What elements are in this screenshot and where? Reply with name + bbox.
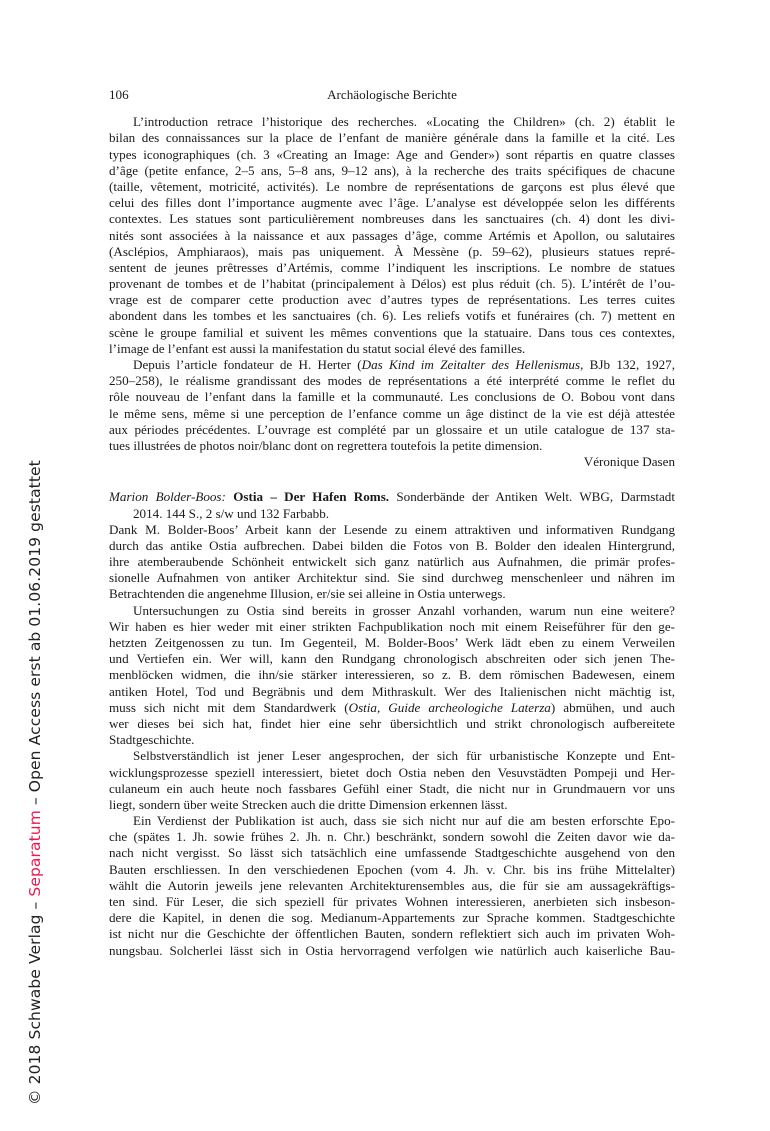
text-line: (Asclépios, Amphiaraos), mais pas uniquement. À Messène (p. 59–62), plusieurs statues repré- <box>109 243 675 259</box>
text-line: nungsbau. Solcherlei lässt sich in Ostia hervorragend verfolgen wie natürlich auch kaiserliche Bau- <box>109 942 675 958</box>
text-line: Wir haben es hier weder mit einer strikten Fachpublikation noch mit einem Reiseführer für den ge- <box>109 618 675 634</box>
review-1 <box>109 114 675 454</box>
notice-text: © 2018 Schwabe Verlag – <box>26 896 44 1105</box>
text-line: le même sens, même si une perception de l’enfance comme un âge distinct de la vie est déjà attestée <box>109 405 675 421</box>
citation-details-line: 2014. 144 S., 2 s/w und 132 Farbabb. <box>133 505 330 521</box>
paragraph <box>109 522 675 603</box>
text-line: contextes. Les statues sont particulièrement nombreuses dans les sanctuaires (ch. 4) dont les divi- <box>109 211 675 227</box>
text-line: ihre atemberaubende Schönheit entwickelt sich ganz natürlich aus Aufnahmen, die primär profes- <box>109 554 675 570</box>
text-line: sionelle Aufnahmen von antiker Architektur sind. Sie sind durchweg menschenleer und nähren im <box>109 570 675 586</box>
text-line <box>109 700 675 716</box>
text-line: rôle nouveau de l’enfant dans la famille et la communauté. Les conclusions de O. Bobou vont dans <box>109 389 675 405</box>
text-line: che (spätes 1. Jh. sowie frühes 2. Jh. n. Chr.) beschränkt, sondern sowohl die Zeiten davor wie da- <box>109 829 675 845</box>
text-line: Untersuchungen zu Ostia sind bereits in grosser Anzahl vorhanden, warum nun eine weitere? <box>133 602 675 618</box>
text-line: 250–258), le réalisme grandissant des modes de représentations a été interprété comme le reflet du <box>109 373 675 389</box>
review-signature: Véronique Dasen <box>583 454 675 470</box>
paragraph <box>109 603 675 749</box>
paragraph <box>109 357 675 454</box>
notice-highlight: Separatum <box>26 810 44 897</box>
text-line: durch das antike Ostia aufbrechen. Dabei bilden die Fotos von B. Bolder den idealen Hintergrund, <box>109 537 675 553</box>
text-line: scène le groupe familial et suivent les mêmes conventions que la statuaire. Dans tous ces contextes, <box>109 324 675 340</box>
text-line: ten sind. Für Leser, die sich speziell für privates Wohnen interessieren, anerbieten sich insbeson- <box>109 894 675 909</box>
text-line: wählt die Autorin jeweils jene relevanten Architekturensembles aus, die für sie am aussagekräftigs- <box>109 877 675 893</box>
text-line: vrage est de comparer cette production avec d’autres types de représentations. Les terres cuites <box>109 292 675 308</box>
text-line: Ein Verdienst der Publikation ist auch, dass sie sich nicht nur auf die am besten erforschte Epo- <box>133 813 675 829</box>
italic-title: Das Kind im Zeitalter des Hellenismus <box>361 357 581 372</box>
running-header <box>109 87 675 103</box>
citation-author: Marion Bolder-Boos: <box>109 489 226 505</box>
text-line: Bauten erschliessen. In den verschiedenen Epochen (vom 4. Jh. v. Chr. bis ins frühe Mittelalter) <box>109 861 675 877</box>
text-line: L’introduction retrace l’historique des recherches. «Locating the Children» (ch. 2) établit le <box>133 114 675 130</box>
text-line: types iconographiques (ch. 3 «Creating an Image: Age and Gender») sont répartis en quatre classes <box>109 146 675 162</box>
paragraph <box>109 813 675 959</box>
text-line: Dank M. Bolder-Boos’ Arbeit kann der Lesende zu einem attraktiven und informativen Rundgang <box>109 521 675 537</box>
copyright-notice <box>26 460 44 1105</box>
review-2-citation <box>109 489 675 521</box>
text-line: wer dieses bei sich hat, findet hier eine sehr übersichtlich und strikt chronologisch aufbereitete <box>109 715 675 731</box>
text-line: ist nicht nur die Geschichte der öffentlichen Bauten, sondern reflektiert sich auch im privaten Woh- <box>109 926 675 942</box>
citation-title: Ostia – Der Hafen Roms. <box>233 489 390 505</box>
text-line: und Vertiefen ein. Wer will, kann den Rundgang chronologisch abschreiten oder sich jenen The- <box>109 651 675 667</box>
text-line: dere die Kapitel, in denen die sog. Medianum-Appartements zur Sprache kommen. Stadtgeschichte <box>109 910 675 926</box>
text-line: antiken Hotel, Tod und Begräbnis und dem Mithraskult. Wer des Italienischen nicht mächtig ist, <box>109 683 675 699</box>
text-line: hetzten Zeitgenossen zu tun. Im Gegenteil, M. Bolder-Boos’ Werk lädt eben zu einem Verweilen <box>109 635 675 650</box>
text-line: d’âge (petite enfance, 2–5 ans, 5–8 ans, 9–12 ans), à la recherche des traits spécifiques de chacune <box>109 162 675 178</box>
text-segment: muss sich nicht mit dem Standardwerk ( <box>109 699 349 715</box>
text-line: Stadtgeschichte. <box>109 732 195 748</box>
text-line: Selbstverständlich ist jener Leser angesprochen, der sich für urbanistische Konzepte und Ent- <box>133 748 675 764</box>
text-line: nach nicht vergisst. So lässt sich tatsächlich eine umfassende Stadtgeschichte ausgehend von den <box>109 845 675 861</box>
text-line: bilan des connaissances sur la place de l’enfant de manière générale dans la famille et la cité. Les <box>109 130 675 146</box>
page-number: 106 <box>109 87 129 102</box>
paragraph <box>109 114 675 357</box>
page-body <box>109 87 675 959</box>
text-segment: ) abmühen, und auch <box>550 699 675 715</box>
text-line: celui des filles dont l’importance augmente avec l’âge. L’analyse est développée selon les différents <box>109 195 675 211</box>
text-line: (taille, vêtement, motricité, activités). Le nombre de représentations de garçons est plus élevé que <box>109 178 675 194</box>
text-segment: , BJb 132, 1927, <box>580 357 675 372</box>
text-line <box>109 357 675 373</box>
text-line: l’image de l’enfant est aussi la manifestation du statut social élevé des familles. <box>109 340 526 356</box>
citation-details: Sonderbände der Antiken Welt. WBG, Darmstadt <box>389 489 675 505</box>
text-line: liegt, sondern über weite Strecken auch die dritte Dimension erkennen lässt. <box>109 796 508 812</box>
text-line: nités sont associées à la naissance et aux passages d’âge, comme Artémis et Apollon, ou salutaires <box>109 227 675 243</box>
text-segment: Depuis l’article fondateur de H. Herter ( <box>133 357 362 372</box>
text-line: menblöcken widmen, die ihn/sie stärker interessieren, so z. B. dem römischen Badewesen, einem <box>109 667 675 683</box>
notice-text: – Open Access erst ab 01.06.2019 gestattet <box>26 460 44 811</box>
citation-line <box>109 489 675 505</box>
text-line: Betrachtenden die angenehme Illusion, er/sie sei alleine in Ostia unterwegs. <box>109 586 506 602</box>
text-line: wicklungsprozesse speziell interessiert, bietet doch Ostia neben den Vesuvstädten Pompeji und Her- <box>109 764 675 780</box>
italic-title: Ostia, Guide archeologiche Laterza <box>348 699 551 715</box>
text-line: abondent dans les tombes et les sanctuaires (ch. 6). Les reliefs votifs et funéraires (ch. 7) mettent en <box>109 308 675 324</box>
text-line: tues illustrées de photos noir/blanc dont on regrettera toutefois la petite dimension. <box>109 437 543 453</box>
paragraph <box>109 748 675 813</box>
running-title: Archäologische Berichte <box>327 87 457 102</box>
text-line: aux périodes précédentes. L’ouvrage est complété par un glossaire et un utile catalogue de 137 sta- <box>109 421 675 437</box>
review-2 <box>109 522 675 959</box>
text-line: culaneum ein auch heute noch fassbares Gefühl einer Stadt, die nicht nur in Grundmauern vor uns <box>109 780 675 796</box>
text-line: provenant de tombes et de l’habitat (principalement à Délos) est plus réduit (ch. 5). L’intérêt de l’ou- <box>109 276 675 292</box>
text-line: sentent de jeunes prêtresses d’Artémis, comme l’indiquent les inscriptions. Le nombre de statues <box>109 259 675 275</box>
